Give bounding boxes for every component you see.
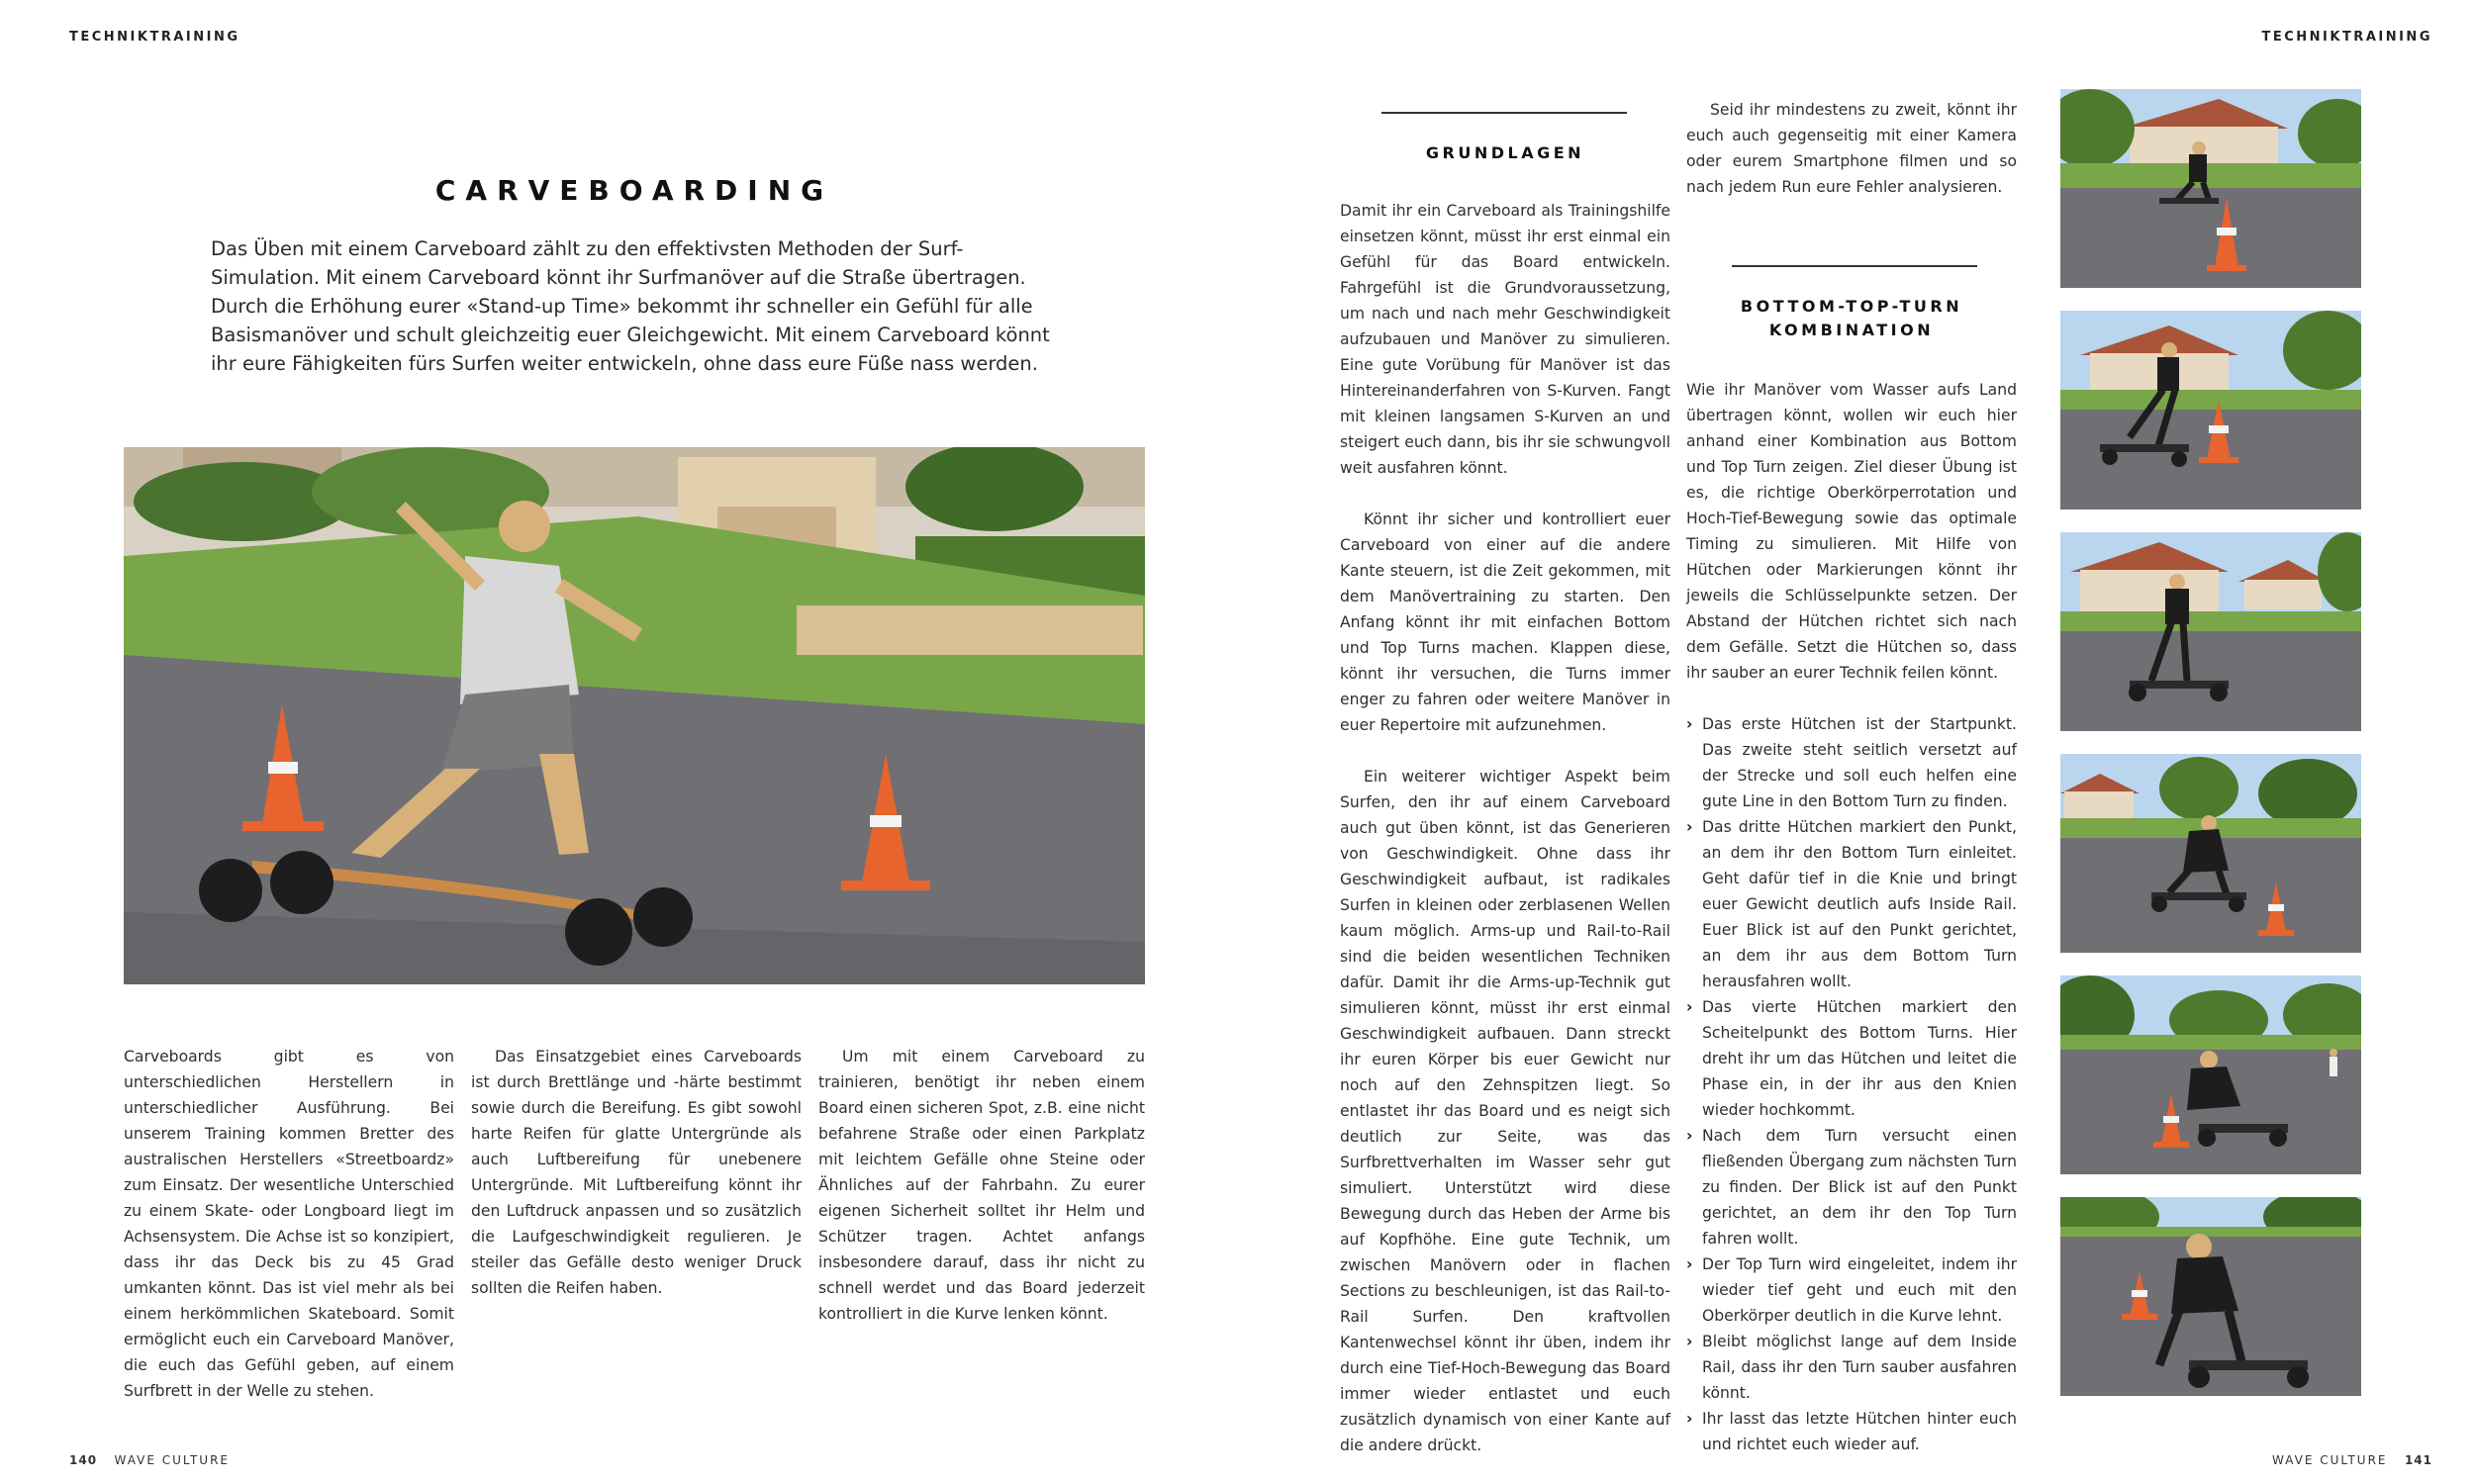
folio-left [69, 1453, 230, 1467]
step-list-item: › Das vierte Hütchen markiert den Scheitelpunkt des Bottom Turns. Hier dreht ihr um das Hütchen und leitet die Phase ein, in der ihr aus den Knien wieder hochkommt. [1686, 994, 2017, 1123]
body-paragraph: Das Einsatzgebiet eines Carveboards ist durch Brettlänge und -härte bestimmt sowie durch die Bereifung. Es gibt sowohl harte Reifen für glatte Untergründe als auch Luftbereifung für unebenere Untergründe. Mit Luftbereifung könnt ihr den Luftdruck anpassen und so zusätzlich die Laufgeschwindigkeit regulieren. Je steiler das Gefälle desto weniger Druck sollten die Reifen haben. [471, 1048, 802, 1297]
body-paragraph: Seid ihr mindestens zu zweit, könnt ihr euch auch gegenseitig mit einer Kamera oder eurem Smartphone filmen und so nach jedem Run eure Fehler analysieren. [1686, 101, 2017, 196]
grundlagen-column [1340, 198, 1670, 1458]
folio-right [2272, 1453, 2432, 1467]
combination-column [1686, 377, 2017, 1457]
magazine-name: WAVE CULTURE [2272, 1453, 2388, 1467]
step-list-item: › Das erste Hütchen ist der Startpunkt. Das zweite steht seitlich versetzt auf der Strecke und soll euch helfen eine gute Line in den Bottom Turn zu finden. [1686, 711, 2017, 814]
article-intro: Das Üben mit einem Carveboard zählt zu den effektivsten Methoden der Surf-Simulation. Mit einem Carveboard könnt ihr Surfmanöver auf die Straße übertragen. Durch die Erhöhung eurer «Stand-up Time» bekommt ihr schneller ein Gefühl für alle Basismanöver und schult gleichzeitig euer Gleichgewicht. Mit einem Carveboard könnt ihr eure Fähigkeiten fürs Surfen weiter entwickeln, ohne dass eure Füße nass werden. [211, 237, 1050, 375]
step-list-item: › Bleibt möglichst lange auf dem Inside Rail, dass ihr den Turn sauber ausfahren könnt. [1686, 1329, 2017, 1406]
sequence-photo-2 [2060, 311, 2361, 510]
section-heading-combination [1686, 295, 2017, 342]
running-head-right: TECHNIKTRAINING [2261, 30, 2432, 45]
section-rule-combination [1732, 265, 1977, 267]
body-paragraph: Wie ihr Manöver vom Wasser aufs Land übertragen könnt, wollen wir euch hier anhand einer Kombination aus Bottom und Top Turn zeigen. Ziel dieser Übung ist es, die richtige Oberkörperrotation und Hoch-Tief-Bewegung sowie das optimale Timing zu simulieren. Mit Hilfe von Hütchen oder Markierungen könnt ihr jeweils die Schlüsselpunkte setzen. Der Abstand der Hütchen richtet sich nach dem Gefälle. Setzt die Hütchen so, dass ihr sauber an eurer Technik feilen könnt. [1686, 381, 2017, 682]
sequence-photo-3 [2060, 532, 2361, 731]
body-paragraph: Könnt ihr sicher und kontrolliert euer Carveboard von einer auf die andere Kante steuern, ist die Zeit gekommen, mit dem Manövertraining zu starten. Den Anfang könnt ihr mit einfachen Bottom und Top Turns machen. Klappen diese, könnt ihr versuchen, die Turns immer enger zu fahren oder weitere Manöver in euer Repertoire mit aufzunehmen. [1340, 510, 1670, 734]
section-heading-line: KOMBINATION [1768, 321, 1935, 339]
body-paragraph: Damit ihr ein Carveboard als Trainingshilfe einsetzen könnt, müsst ihr erst einmal ein Gefühl für das Board entwickeln. Fahrgefühl ist die Grundvoraussetzung, um nach und nach mehr Geschwindigkeit aufzubauen und Manöver zu simulieren. Eine gute Vorübung für Manöver ist das Hintereinanderfahren von S-Kurven. Fangt mit kleinen langsamen S-Kurven an und steigert euch dann, bis ihr sie schwungvoll weit ausfahren könnt. [1340, 202, 1670, 477]
step-list-item: › Das dritte Hütchen markiert den Punkt, an dem ihr den Bottom Turn einleitet. Geht dafür tief in die Knie und bringt euer Gewicht deutlich aufs Inside Rail. Euer Blick ist auf den Punkt gerichtet, an dem ihr aus dem Bottom Turn herausfahren wollt. [1686, 814, 2017, 994]
running-head-left: TECHNIKTRAINING [69, 30, 240, 45]
magazine-name: WAVE CULTURE [114, 1453, 230, 1467]
step-list-item: › Ihr lasst das letzte Hütchen hinter euch und richtet euch wieder auf. [1686, 1406, 2017, 1457]
page-number: 141 [2404, 1453, 2432, 1467]
hero-photo-illustration [124, 447, 1145, 984]
section-heading-grundlagen: GRUNDLAGEN [1425, 143, 1585, 162]
step-list [1686, 711, 2017, 1457]
combination-intro-column [1686, 97, 2017, 200]
body-column-1 [124, 1044, 454, 1404]
body-column-2 [471, 1044, 802, 1301]
sequence-photo-1 [2060, 89, 2361, 288]
body-paragraph: Um mit einem Carveboard zu trainieren, benötigt ihr neben einem Board einen sicheren Spot, z.B. eine nicht befahrene Straße oder einen Parkplatz mit leichtem Gefälle ohne Steine oder Ähnliches auf der Fahrbahn. Zu eurer eigenen Sicherheit solltet ihr Helm und Schützer tragen. Achtet anfangs insbesondere darauf, dass ihr nicht zu schnell werdet und das Board jederzeit kontrolliert in die Kurve lenken könnt. [818, 1048, 1145, 1323]
page-number: 140 [69, 1453, 98, 1467]
body-paragraph: Carveboards gibt es von unterschiedlichen Herstellern in unterschiedlicher Ausführung. Bei unserem Training kommen Bretter des australischen Herstellers «Streetboardz» zum Einsatz. Der wesentliche Unterschied zu einem Skate- oder Longboard liegt im Achsensystem. Die Achse ist so konzipiert, dass ihr das Deck bis zu 45 Grad umkanten könnt. Das ist viel mehr als bei einem herkömmlichen Skateboard. Somit ermöglicht euch ein Carveboard Manöver, die euch das Gefühl geben, auf einem Surfbrett in der Welle zu stehen. [124, 1048, 454, 1400]
sequence-photo-5 [2060, 975, 2361, 1174]
step-list-item: › Nach dem Turn versucht einen fließenden Übergang zum nächsten Turn zu finden. Der Blick ist auf den Punkt gerichtet, an dem ihr den Top Turn fahren wollt. [1686, 1123, 2017, 1252]
section-heading-line: BOTTOM-TOP-TURN [1740, 297, 1963, 316]
sequence-photo-4 [2060, 754, 2361, 953]
article-title: CARVEBOARDING [434, 174, 834, 207]
step-list-item: › Der Top Turn wird eingeleitet, indem ihr wieder tief geht und euch mit den Oberkörper deutlich in die Kurve lehnt. [1686, 1252, 2017, 1329]
body-paragraph: Ein weiterer wichtiger Aspekt beim Surfen, den ihr auf einem Carveboard auch gut üben könnt, ist das Generieren von Geschwindigkeit. Ohne dass ihr Geschwindigkeit aufbaut, ist radikales Surfen in kleinen oder zerblasenen Wellen kaum möglich. Arms-up und Rail-to-Rail sind die beiden wesentlichen Techniken dafür. Damit ihr die Arms-up-Technik gut simulieren könnt, müsst ihr erst einmal Geschwindigkeit aufbauen. Dann streckt ihr euren Körper bis euer Gewicht nur noch auf den Zehnspitzen liegt. So entlastet ihr das Board und es neigt sich deutlich zur Seite, was das Surfbrettverhalten im Wasser sehr gut simuliert. Unterstützt wird diese Bewegung durch das Heben der Arme bis auf Kopfhöhe. Eine gute Technik, um zwischen Manövern oder in flachen Sections zu beschleunigen, ist das Rail-to-Rail Surfen. Den kraftvollen Kantenwechsel könnt ihr üben, indem ihr durch eine Tief-Hoch-Bewegung das Board immer wieder entlastet und euch zusätzlich dynamisch von einer Kante auf die andere drückt. [1340, 768, 1670, 1454]
section-rule-grundlagen [1381, 112, 1627, 114]
sequence-photo-6 [2060, 1197, 2361, 1396]
hero-photo [124, 447, 1145, 984]
body-column-3 [818, 1044, 1145, 1327]
